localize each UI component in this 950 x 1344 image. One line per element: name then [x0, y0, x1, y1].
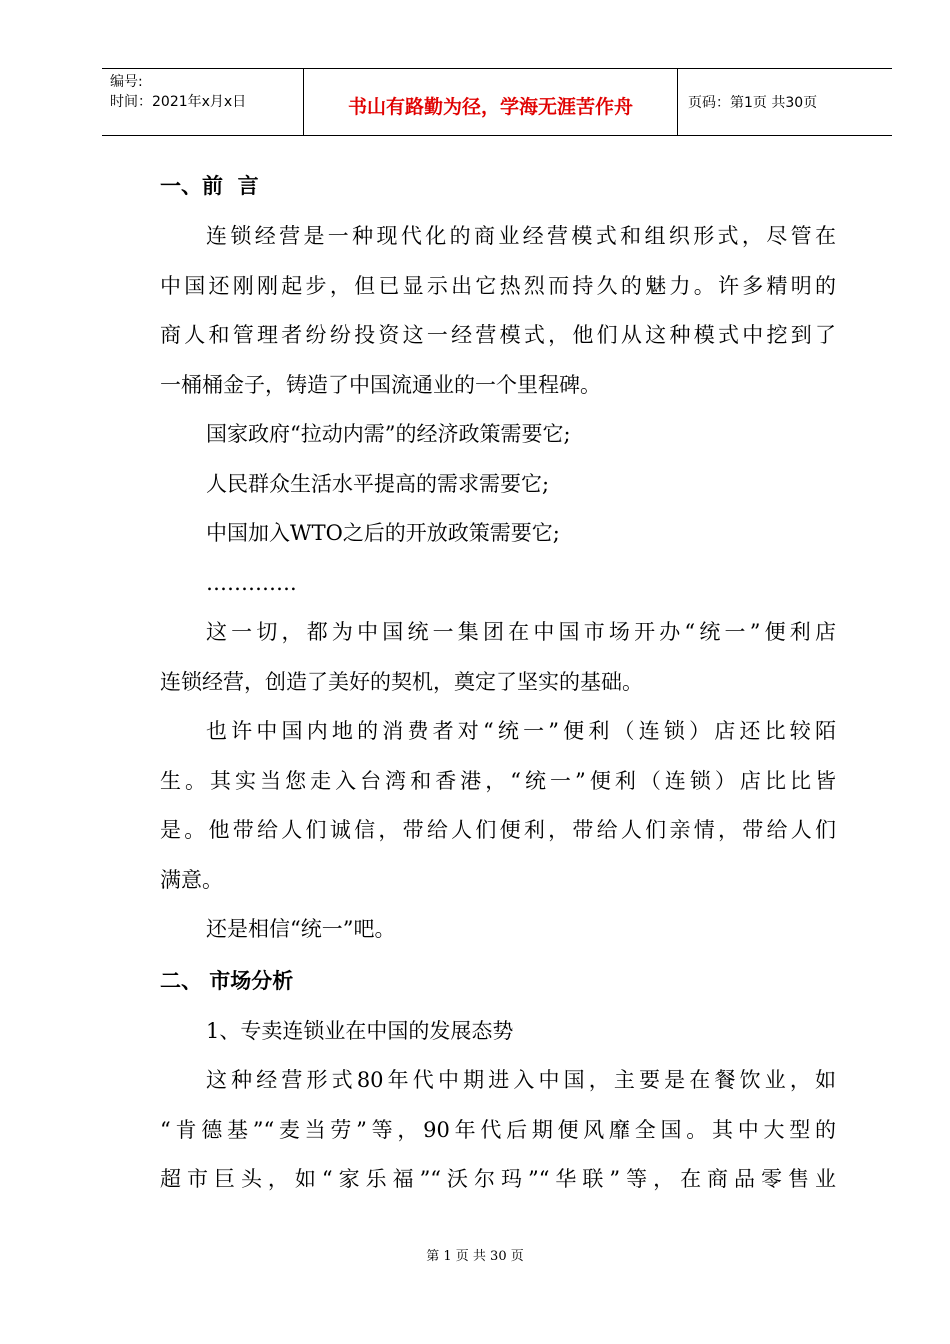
text-line: 中国加入WTO之后的开放政策需要它;: [206, 521, 560, 545]
header-page-info: 页码：第1页 共30页: [688, 95, 818, 111]
document-body: [160, 160, 836, 1205]
text-line: 满意。: [160, 867, 223, 892]
paragraph-continued: [160, 658, 836, 708]
section-title-preface: 一、前 言: [160, 174, 259, 198]
text-line: 这种经营形式80年代中期进入中国，主要是在餐饮业，如: [206, 1068, 836, 1092]
text-line: 商人和管理者纷纷投资这一经营模式，他们从这种模式中挖到了: [160, 323, 836, 347]
text-line: 人民群众生活水平提高的需求需要它;: [206, 471, 550, 496]
text-line: 这一切，都为中国统一集团在中国市场开办“统一”便利店: [206, 620, 836, 644]
page-header: [102, 68, 892, 136]
time-label: 时间：2021年x月x日: [110, 94, 247, 110]
text-line: 生。其实当您走入台湾和香港，“统一”便利（连锁）店比比皆: [160, 768, 836, 793]
paragraph: [160, 905, 836, 955]
text-line: 1、专卖连锁业在中国的发展态势: [206, 1018, 514, 1043]
paragraph-continued: [160, 757, 836, 906]
text-line: 还是相信“统一”吧。: [206, 917, 396, 941]
page-footer: 第 1 页 共 30 页: [426, 1249, 524, 1264]
paragraph-continued: [160, 262, 836, 411]
text-line: 一桶桶金子，铸造了中国流通业的一个里程碑。: [160, 372, 601, 397]
text-line: 国家政府“拉动内需”的经济政策需要它;: [206, 422, 571, 446]
header-motto: 书山有路勤为径，学海无涯苦作舟: [304, 69, 678, 135]
header-meta: [102, 69, 304, 135]
paragraph: [160, 212, 836, 262]
text-line: 中国还刚刚起步，但已显示出它热烈而持久的魅力。许多精明的: [160, 273, 836, 298]
number-label: 编号:: [110, 74, 143, 90]
paragraph: [160, 410, 836, 460]
text-line: 连锁经营是一种现代化的商业经营模式和组织形式，尽管在: [206, 224, 836, 248]
paragraph: [160, 460, 836, 510]
subheading: [160, 1007, 836, 1057]
paragraph: [160, 509, 836, 559]
paragraph: [160, 1056, 836, 1106]
paragraph: [160, 559, 836, 609]
paragraph: [160, 608, 836, 658]
text-line: “肯德基”“麦当劳”等，90年代后期便风靡全国。其中大型的: [160, 1117, 836, 1142]
section-title-market-analysis: 二、 市场分析: [160, 968, 294, 993]
text-line: 连锁经营，创造了美好的契机，奠定了坚实的基础。: [160, 669, 643, 694]
text-line: ………….: [206, 570, 297, 595]
text-line: 也许中国内地的消费者对“统一”便利（连锁）店还比较陌: [206, 719, 836, 743]
text-line: 超市巨头，如“家乐福”“沃尔玛”“华联”等，在商品零售业: [160, 1167, 836, 1191]
paragraph-continued: [160, 1106, 836, 1205]
text-line: 是。他带给人们诚信，带给人们便利，带给人们亲情，带给人们: [160, 818, 836, 842]
paragraph: [160, 707, 836, 757]
